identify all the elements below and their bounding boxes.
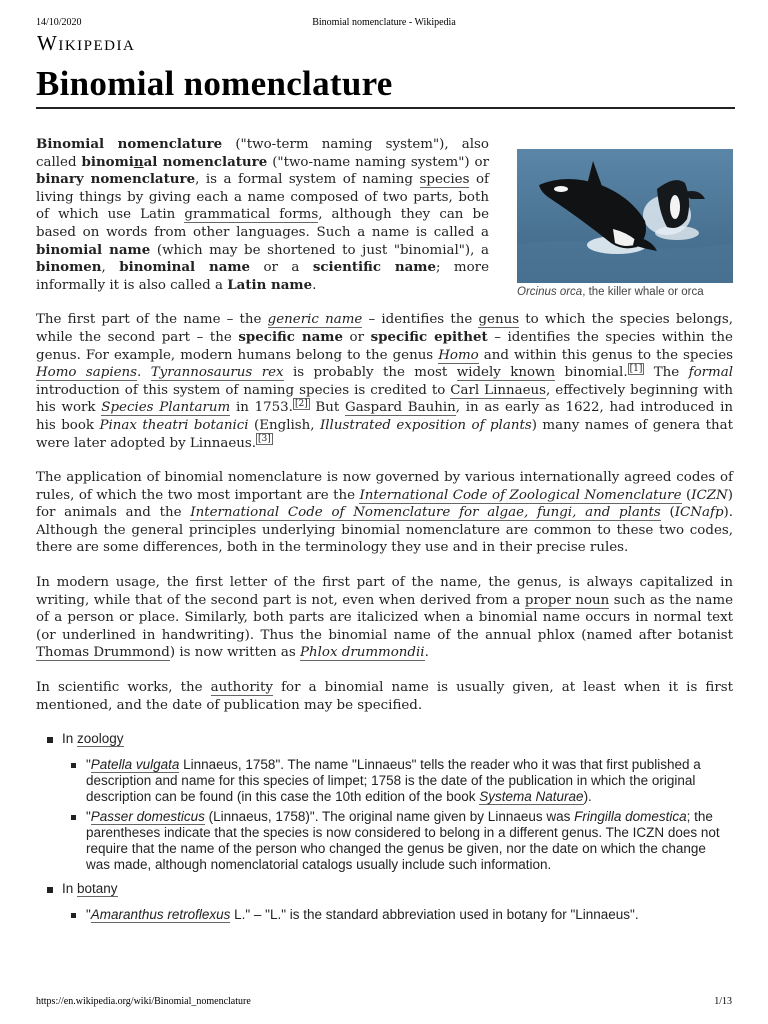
print-header (36, 17, 732, 31)
list-item-zoology (36, 731, 733, 873)
text: The first part of the name – the (36, 312, 268, 328)
print-footer (36, 996, 732, 1010)
link-systema-naturae[interactable]: Systema Naturae (479, 789, 584, 805)
text: ). Although the general principles underlying binomial nomenclature are common to these two codes, there are some differences, both in the terminology they use and in their precise rules. (36, 505, 733, 556)
link-proper-noun[interactable]: proper noun (524, 592, 610, 608)
text: In (62, 881, 78, 897)
text: . (424, 645, 429, 661)
wikipedia-logo[interactable]: Wikipedia (37, 31, 136, 55)
text: Linnaeus, 1758". The name "Linnaeus" tells the reader who it was that first published a description and name for this species of limpet; 1758 is the date of the publication in which the original description can be found (in this case the 10th edition of the book (86, 757, 701, 805)
paragraph-codes (36, 469, 733, 557)
text: , in as early as 1622, had introduced in his book (36, 400, 733, 433)
link-grammatical-forms[interactable]: grammatical forms (184, 207, 319, 223)
text: ICNafp (674, 505, 724, 521)
page-title: Binomial nomenclature (36, 64, 393, 103)
list-item-patella (62, 757, 733, 805)
link-passer-domesticus[interactable]: Passer domesticus (90, 809, 205, 825)
page-number: 1/13 (714, 996, 732, 1007)
link-amaranthus-retroflexus[interactable]: Amaranthus retroflexus (90, 907, 231, 923)
link-tyrannosaurus-rex[interactable]: Tyrannosaurus rex (150, 365, 284, 381)
examples-list (36, 731, 733, 923)
text: " (86, 809, 91, 825)
link-icnafp[interactable]: International Code of Nomenclature for algae, fungi, and plants (190, 505, 661, 521)
text: , (101, 260, 120, 276)
text: , although they can be based on words from other languages. Such a name is called a (36, 207, 489, 240)
orca-photo[interactable] (517, 149, 733, 283)
text: formal (688, 365, 734, 381)
link-generic-name[interactable]: generic name (267, 312, 363, 328)
botany-examples (62, 907, 733, 923)
term-scientific-name: scientific name (312, 259, 436, 276)
print-url: https://en.wikipedia.org/wiki/Binomial_nomenclature (36, 996, 251, 1007)
zoology-examples (62, 757, 733, 873)
text: ("two-name naming system") or (267, 154, 489, 170)
text: " (86, 907, 91, 923)
paragraph-generic-name (36, 311, 733, 452)
link-carl-linnaeus[interactable]: Carl Linnaeus (450, 382, 547, 398)
term-binomen: binomen (36, 259, 102, 276)
link-patella-vulgata[interactable]: Patella vulgata (90, 757, 180, 773)
text: , effectively beginning with his work (36, 382, 733, 416)
text: " (86, 757, 91, 773)
link-gaspard-bauhin[interactable]: Gaspard Bauhin (345, 400, 456, 416)
term-latin-name: Latin name (227, 276, 313, 293)
text: In (62, 731, 78, 747)
link-thomas-drummond[interactable]: Thomas Drummond (36, 645, 170, 661)
text: or a (250, 260, 313, 276)
text: is probably the most (283, 365, 457, 381)
infobox (517, 149, 735, 300)
text: to which the species belongs, while the second part – the (36, 312, 734, 345)
text: such as the name of a person or place. Similarly, both parts are italicized when a binomial name occurs in normal text (or underlined in handwriting). Thus the binomial name of the annual phlox (named after botanist (36, 592, 733, 643)
text: (English, (248, 417, 320, 433)
text: or (343, 329, 371, 345)
text: ) many names of genera that were later adopted by Linnaeus. (36, 417, 733, 451)
list-item-passer (62, 809, 733, 873)
term-binominal-nomenclature (82, 154, 268, 170)
text: ("two-term naming system"), also called (36, 137, 489, 170)
term-binominal-name: binominal name (119, 259, 251, 276)
article-body (36, 136, 733, 931)
text: But (309, 400, 345, 416)
paragraph-authority (36, 679, 733, 714)
text: (Linnaeus, 1758)". The original name given by Linnaeus was (204, 809, 575, 825)
caption-text: , the killer whale or orca (582, 286, 704, 298)
link-phlox-drummondii[interactable]: Phlox drummondii (299, 645, 425, 661)
text: binomi (81, 153, 134, 170)
link-homo[interactable]: Homo (438, 347, 479, 363)
link-iczn[interactable]: International Code of Zoological Nomenclature (359, 487, 682, 503)
reference-link[interactable]: [2] (294, 398, 308, 409)
text: Fringilla domestica (574, 809, 687, 825)
title-rule (36, 107, 735, 109)
text: L." – "L." is the standard abbreviation used in botany for "Linnaeus". (230, 907, 639, 923)
link-homo-sapiens[interactable]: Homo sapiens (36, 365, 138, 381)
text: ( (681, 487, 692, 503)
text: In modern usage, the first letter of the first part of the name, the genus, is always capitalized in writing, while that of the second part is not, even when derived from a (36, 575, 733, 608)
reference-link[interactable]: [3] (258, 434, 271, 445)
text: ICZN (691, 487, 728, 503)
text: ; more informally it is also called a (36, 260, 490, 293)
text: ( (660, 505, 675, 521)
link-genus[interactable]: genus (478, 312, 520, 328)
text: binomial. (555, 365, 628, 381)
link-widely-known[interactable]: widely known (456, 365, 556, 381)
text: The application of binomial nomenclature is now governed by various internationally agreed codes of rules, of which the two most important are the (36, 470, 733, 503)
text: Illustrated exposition of plants (319, 417, 532, 433)
list-item-amaranthus (62, 907, 733, 923)
text: n (133, 153, 144, 170)
paragraph-modern-usage (36, 574, 733, 662)
link-zoology[interactable]: zoology (77, 731, 124, 747)
term-binomial-nomenclature: Binomial nomenclature (36, 136, 223, 152)
text: of living things by giving each a name composed of two parts, both of which use Latin (36, 172, 489, 223)
text: . (137, 365, 151, 381)
text: – identifies the species within the genus. For example, modern humans belong to the genus (36, 329, 733, 363)
text: ) for animals and the (36, 487, 733, 521)
text: and within this genus to the species (478, 347, 733, 363)
link-species-plantarum[interactable]: Species Plantarum (101, 400, 231, 416)
text: ) is now written as (169, 645, 300, 661)
term-specific-name: specific name (238, 328, 343, 345)
text: – identifies the (362, 312, 479, 328)
text: (which may be shortened to just "binomial"), a (150, 242, 489, 258)
infobox-caption (517, 285, 735, 300)
text: , is a formal system of naming (195, 172, 420, 188)
text: The (644, 365, 689, 381)
text: In scientific works, the (36, 680, 211, 696)
caption-species: Orcinus orca (517, 286, 583, 298)
text: . (312, 277, 317, 293)
text: in 1753. (230, 400, 293, 416)
text: for a binomial name is usually given, at least when it is first mentioned, and the date of publication may be specified. (36, 680, 733, 713)
text: ; the parentheses indicate that the species is now considered to belong in a different genus. The ICZN does not require that the name of the person who changed the genus be given, nor the date on which the change was made, although nomenclatorial catalogs usually include such information. (86, 809, 720, 873)
text: ). (583, 789, 592, 805)
text: Pinax theatri botanici (99, 417, 249, 433)
link-authority[interactable]: authority (210, 680, 273, 696)
term-binomial-name: binomial name (36, 241, 151, 258)
term-binary-nomenclature: binary nomenclature (36, 171, 196, 188)
reference-link[interactable]: [1] (629, 363, 643, 374)
list-item-botany (36, 881, 733, 923)
print-title: Binomial nomenclature - Wikipedia (312, 17, 456, 28)
link-species[interactable]: species (419, 172, 470, 188)
print-date: 14/10/2020 (36, 17, 82, 28)
term-specific-epithet: specific epithet (370, 328, 488, 345)
link-botany[interactable]: botany (77, 881, 118, 897)
text: introduction of this system of naming species is credited to (36, 382, 451, 398)
text: al nomenclature (143, 153, 268, 170)
